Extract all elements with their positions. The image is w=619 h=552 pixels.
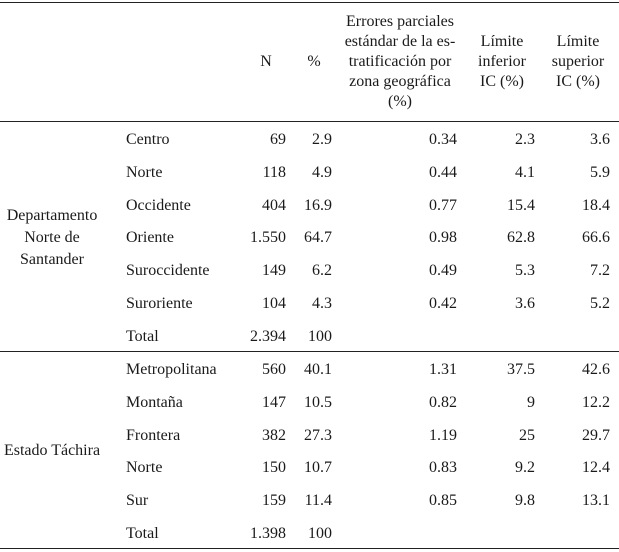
lower-limit-cell: 3.6 <box>515 295 535 312</box>
error-cell: 0.98 <box>429 229 457 246</box>
lower-limit-cell: 2.3 <box>515 131 535 148</box>
zone-cell: Montaña <box>126 394 183 411</box>
percent-cell: 10.5 <box>304 394 332 411</box>
zone-cell: Centro <box>126 131 170 148</box>
n-cell: 149 <box>262 262 286 279</box>
group-label-line: Departamento <box>6 207 98 224</box>
zone-cell: Suroccidente <box>126 262 210 279</box>
percent-cell: 10.7 <box>304 459 332 476</box>
error-cell: 0.85 <box>429 492 457 509</box>
zone-cell: Suroriente <box>126 295 193 312</box>
error-cell: 1.31 <box>429 361 457 378</box>
error-cell: 0.83 <box>429 459 457 476</box>
error-cell: 0.44 <box>429 164 457 181</box>
header-partial-errors-line: tratificación por <box>348 53 452 70</box>
zone-cell: Norte <box>126 459 163 476</box>
header-upper-limit-line: superior <box>551 53 605 70</box>
header-partial-errors-line: (%) <box>388 93 412 110</box>
header-partial-errors-line: estándar de la es- <box>344 33 456 50</box>
percent-cell: 2.9 <box>312 131 332 148</box>
header-lower-limit <box>470 32 534 92</box>
header-lower-limit-line: Límite <box>480 33 524 50</box>
lower-limit-cell: 15.4 <box>507 197 535 214</box>
header-partial-errors <box>338 12 462 112</box>
header-upper-limit-line: Límite <box>556 33 600 50</box>
upper-limit-cell: 66.6 <box>582 229 610 246</box>
group-label-line: Santander <box>20 251 84 268</box>
table-bottom-rule <box>0 548 619 549</box>
table-top-rule <box>0 2 619 3</box>
error-cell: 0.34 <box>429 131 457 148</box>
group-label-line: Norte de <box>24 229 80 246</box>
lower-limit-cell: 9 <box>527 394 535 411</box>
group-label-tachira <box>0 440 104 462</box>
header-lower-limit-line: inferior <box>478 53 526 70</box>
lower-limit-cell: 25 <box>519 427 535 444</box>
percent-cell: 100 <box>308 328 332 345</box>
zone-cell: Oriente <box>126 229 174 246</box>
percent-cell: 4.3 <box>312 295 332 312</box>
lower-limit-cell: 62.8 <box>507 229 535 246</box>
upper-limit-cell: 29.7 <box>582 427 610 444</box>
group-separator-rule <box>0 351 619 352</box>
percent-cell: 11.4 <box>304 492 332 509</box>
lower-limit-cell: 9.2 <box>515 459 535 476</box>
lower-limit-cell: 5.3 <box>515 262 535 279</box>
error-cell: 0.42 <box>429 295 457 312</box>
n-cell: 104 <box>262 295 286 312</box>
zone-cell: Sur <box>126 492 149 509</box>
lower-limit-cell: 9.8 <box>515 492 535 509</box>
n-cell: 382 <box>262 427 286 444</box>
upper-limit-cell: 12.4 <box>582 459 610 476</box>
zone-cell: Frontera <box>126 427 181 444</box>
percent-cell: 4.9 <box>312 164 332 181</box>
lower-limit-cell: 4.1 <box>515 164 535 181</box>
zone-cell: Norte <box>126 164 163 181</box>
header-upper-limit <box>544 32 612 92</box>
percent-cell: 16.9 <box>304 197 332 214</box>
header-n: N <box>260 53 272 70</box>
n-cell: 1.398 <box>250 525 286 542</box>
group-label-line: Estado Táchira <box>3 442 101 459</box>
error-cell: 0.82 <box>429 394 457 411</box>
percent-cell: 27.3 <box>304 427 332 444</box>
n-cell: 118 <box>262 164 286 181</box>
n-cell: 150 <box>262 459 286 476</box>
n-cell: 159 <box>262 492 286 509</box>
n-cell: 2.394 <box>250 328 286 345</box>
upper-limit-cell: 13.1 <box>582 492 610 509</box>
zone-cell: Total <box>126 328 159 345</box>
percent-cell: 64.7 <box>304 229 332 246</box>
header-bottom-rule <box>0 121 619 122</box>
zone-cell: Total <box>126 525 159 542</box>
zone-cell: Metropolitana <box>126 361 217 378</box>
upper-limit-cell: 42.6 <box>582 361 610 378</box>
header-partial-errors-line: Errores parciales <box>346 13 454 30</box>
upper-limit-cell: 12.2 <box>582 394 610 411</box>
group-label-norte-de-santander <box>0 205 104 271</box>
n-cell: 404 <box>262 197 286 214</box>
n-cell: 1.550 <box>250 229 286 246</box>
header-upper-limit-line: IC (%) <box>556 73 600 90</box>
upper-limit-cell: 18.4 <box>582 197 610 214</box>
header-partial-errors-line: zona geográfica <box>349 73 451 90</box>
zone-cell: Occidente <box>126 197 191 214</box>
header-lower-limit-line: IC (%) <box>480 73 524 90</box>
lower-limit-cell: 37.5 <box>507 361 535 378</box>
percent-cell: 6.2 <box>312 262 332 279</box>
upper-limit-cell: 3.6 <box>590 131 610 148</box>
upper-limit-cell: 5.2 <box>590 295 610 312</box>
n-cell: 69 <box>270 131 286 148</box>
upper-limit-cell: 7.2 <box>590 262 610 279</box>
n-cell: 560 <box>262 361 286 378</box>
percent-cell: 100 <box>308 525 332 542</box>
header-percent: % <box>307 53 321 70</box>
percent-cell: 40.1 <box>304 361 332 378</box>
n-cell: 147 <box>262 394 286 411</box>
error-cell: 0.49 <box>429 262 457 279</box>
error-cell: 0.77 <box>429 197 457 214</box>
error-cell: 1.19 <box>429 427 457 444</box>
upper-limit-cell: 5.9 <box>590 164 610 181</box>
